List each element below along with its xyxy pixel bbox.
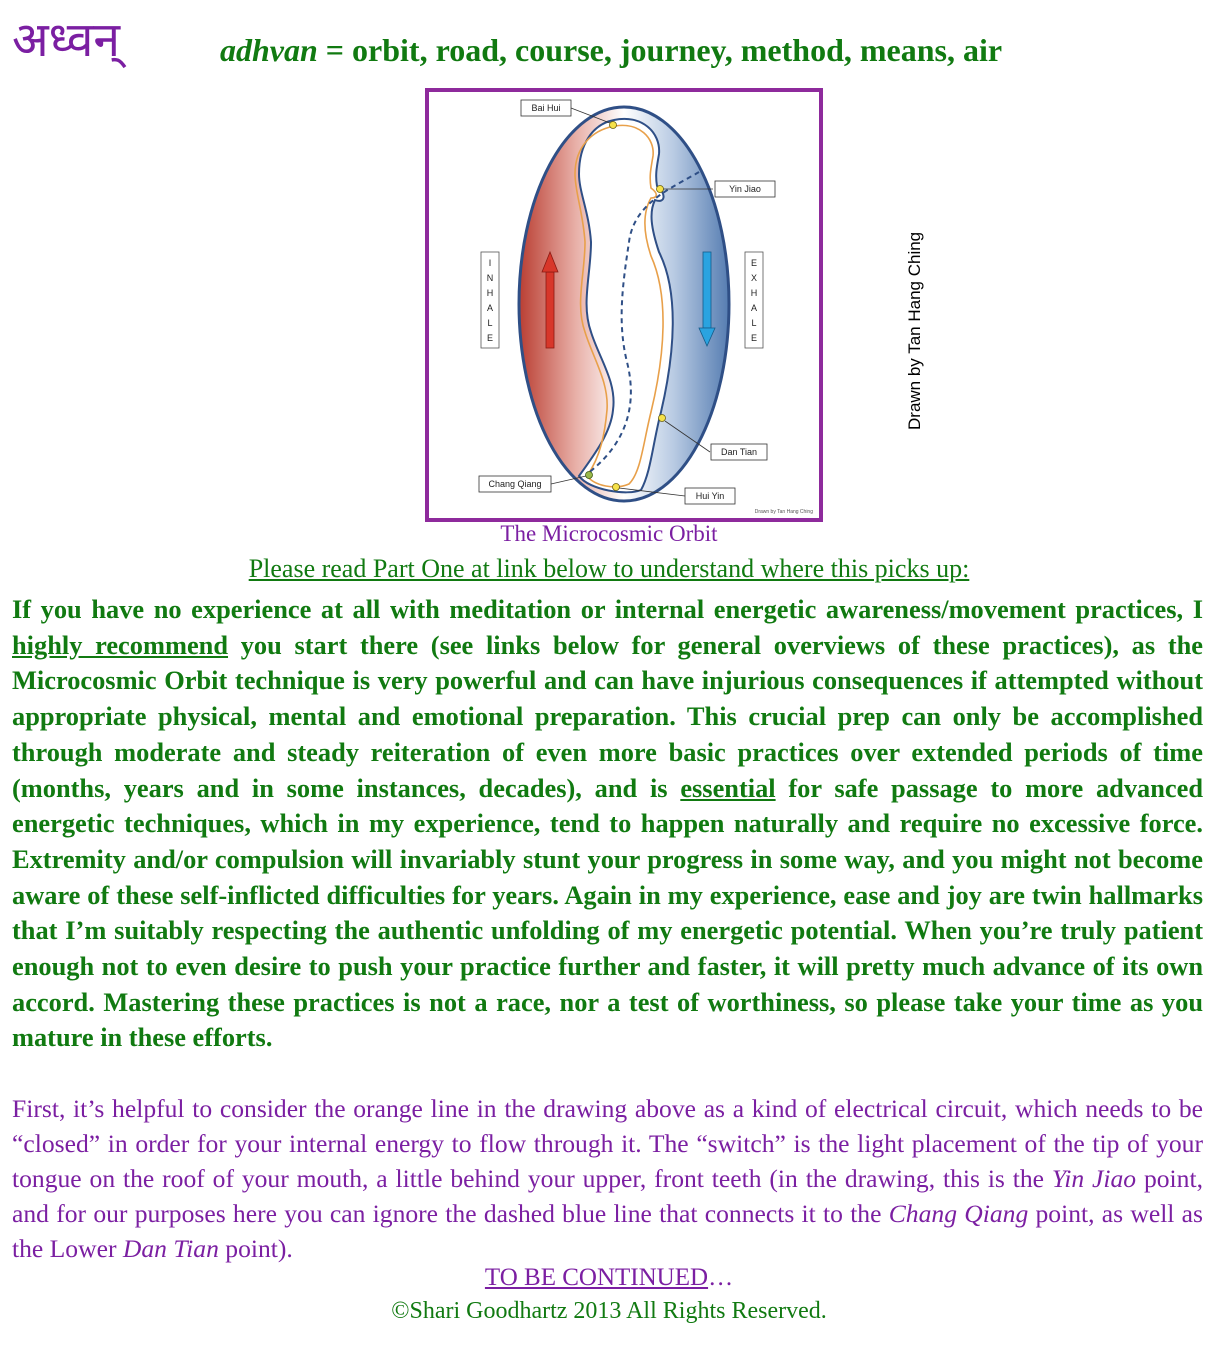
figure-caption: The Microcosmic Orbit xyxy=(500,521,718,546)
warning-text-2: you start there (see links below for general overviews of these practices), as the Microcosmic Orbit technique is very powerful and can have injurious consequences if attempted without appropriate physical, mental and emotional preparation. This crucial prep can only be accomplished through moderate and steady reiteration of even more basic practices over extended periods of time (months, years and in some instances, decades), and is xyxy=(12,629,1203,803)
point-yin-jiao xyxy=(657,186,664,193)
label-hui-yin xyxy=(685,488,735,504)
warning-paragraph xyxy=(12,592,1203,1056)
inhale-label xyxy=(481,252,499,348)
point-dan-tian xyxy=(659,415,666,422)
header xyxy=(12,8,1212,80)
explain-text-1: First, it’s helpful to consider the orange line in the drawing above as a kind of electrical circuit, which needs to be “closed” in order for your internal energy to flow through it. The “switch” is the light placement of the tip of your tongue on the roof of your mouth, a little behind your upper, front teeth (in the drawing, this is the xyxy=(12,1094,1203,1193)
ellipsis: … xyxy=(708,1264,734,1291)
svg-text:Dan Tian: Dan Tian xyxy=(720,447,758,457)
label-chang-qiang xyxy=(479,476,551,492)
explain-text-2: point, and for our purposes here you can ignore the dashed blue line that connects it to the xyxy=(12,1164,1203,1228)
label-yin-jiao xyxy=(715,181,775,197)
microcosmic-orbit-figure xyxy=(425,88,823,522)
svg-text:Hui Yin: Hui Yin xyxy=(695,491,725,501)
warning-text-3: for safe passage to more advanced energetic techniques, which in my experience, tend to happen naturally and require no excessive force. Extremity and/or compulsion will invariably stunt your progress in some way, and you might not become aware of these self-inflicted difficulties for years. Again in my experience, ease and joy are twin hallmarks that I’m suitably respecting the authentic unfolding of my energetic potential. When you’re truly patient enough not to even desire to push your practice further and faster, it will pretty much advance of its own accord. Mastering these practices is not a race, nor a test of worthiness, so please take your time as you mature in these efforts. xyxy=(12,772,1203,1053)
point-hui-yin xyxy=(613,484,620,491)
chang-qiang-term: Chang Qiang xyxy=(888,1199,1029,1228)
inner-credit: Drawn by Tan Hang Ching xyxy=(754,509,813,515)
svg-text:Yin Jiao: Yin Jiao xyxy=(729,184,761,194)
exhale-label xyxy=(745,252,763,348)
orbit-diagram xyxy=(429,92,819,518)
svg-text:E: E xyxy=(486,333,494,343)
svg-text:L: L xyxy=(751,318,757,328)
to-be-continued xyxy=(0,1264,1218,1292)
svg-text:N: N xyxy=(486,273,494,283)
part-one-link[interactable]: Please read Part One at link below to understand where this picks up: xyxy=(248,554,970,583)
svg-text:A: A xyxy=(486,303,494,313)
definition-text: = orbit, road, course, journey, method, means, air xyxy=(317,32,1003,68)
label-dan-tian xyxy=(711,444,767,460)
svg-text:X: X xyxy=(750,273,758,283)
svg-text:I: I xyxy=(488,258,492,268)
yin-jiao-term: Yin Jiao xyxy=(1051,1164,1137,1193)
definition-line xyxy=(220,32,1002,69)
svg-text:E: E xyxy=(750,258,758,268)
explanation-paragraph xyxy=(12,1091,1203,1266)
label-bai-hui xyxy=(521,100,571,116)
dan-tian-term: Dan Tian xyxy=(122,1234,219,1263)
svg-text:Chang Qiang: Chang Qiang xyxy=(488,479,542,489)
to-be-continued-link[interactable]: TO BE CONTINUED xyxy=(484,1264,709,1291)
point-chang-qiang xyxy=(586,472,593,479)
explain-text-3: point, as well as the Lower xyxy=(12,1199,1203,1263)
svg-text:L: L xyxy=(487,318,493,328)
svg-text:H: H xyxy=(486,288,494,298)
essential-emphasis: essential xyxy=(680,772,776,803)
side-credit: Drawn by Tan Hang Ching xyxy=(905,231,924,430)
svg-text:Bai Hui: Bai Hui xyxy=(531,103,561,113)
explain-text-4: point). xyxy=(218,1234,293,1263)
highly-recommend-emphasis: highly recommend xyxy=(12,629,229,660)
svg-text:H: H xyxy=(750,288,758,298)
copyright-notice: ©Shari Goodhartz 2013 All Rights Reserved. xyxy=(391,1298,827,1324)
warning-text-1: If you have no experience at all with meditation or internal energetic awareness/movement practices, I xyxy=(12,594,1203,624)
svg-text:A: A xyxy=(750,303,758,313)
sanskrit-word: अध्वन् xyxy=(12,12,121,68)
svg-text:E: E xyxy=(750,333,758,343)
point-bai-hui xyxy=(610,122,617,129)
term-adhvan: adhvan xyxy=(220,32,318,68)
